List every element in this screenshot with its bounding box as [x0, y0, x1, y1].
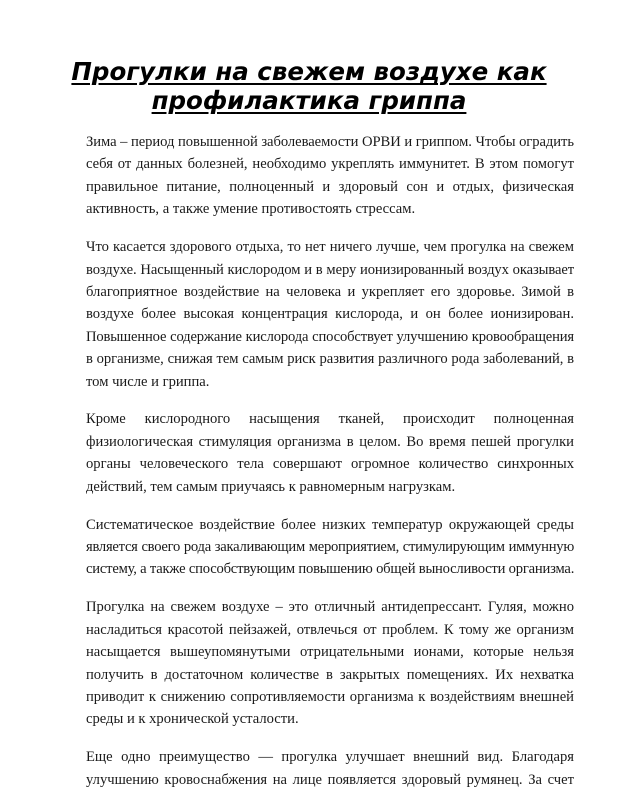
- paragraph-line: улучшению кровоснабжения на лице появляется здоровый румянец. За счет: [86, 771, 574, 788]
- paragraph-line: Повышенное содержание кислорода способствует улучшению кровообращения: [86, 328, 574, 345]
- paragraph-line: Систематическое воздействие более низких температур окружающей среды: [86, 516, 574, 533]
- paragraph-line: в организме, снижая тем самым риск развития различного рода заболеваний, в: [86, 351, 574, 368]
- paragraph-line: правильное питание, полноценный и здоровый сон и отдых, физическая: [86, 178, 574, 195]
- paragraph-line: благоприятное воздействие на человека и укрепляет его здоровье. Зимой в: [86, 283, 574, 300]
- paragraph-line: воздухе. Насыщенный кислородом и в меру ионизированный воздух оказывает: [86, 261, 574, 278]
- paragraph-line: воздухе более высокая концентрация кислорода, и он более ионизирован.: [86, 306, 574, 323]
- title-line: Прогулки на свежем воздухе как: [71, 57, 547, 86]
- paragraph-line: насладиться красотой пейзажей, отвлечься от проблем. К тому же организм: [86, 621, 574, 638]
- paragraph-line: физиологическая стимуляция организма в целом. Во время пешей прогулки: [86, 433, 574, 450]
- paragraph-line: активность, а также умение противостоять стрессам.: [86, 201, 416, 218]
- paragraph-line: систему, а также способствующим повышению общей выносливости организма.: [86, 561, 574, 578]
- paragraph-line: получить в достаточном количестве в закрытых помещениях. Их нехватка: [86, 666, 574, 683]
- paragraph-line: среды и к хронической усталости.: [86, 711, 299, 728]
- paragraph-line: себя от данных болезней, необходимо укреплять иммунитет. В этом помогут: [86, 156, 574, 173]
- title-line: профилактика гриппа: [151, 86, 467, 115]
- paragraph-line: Что касается здорового отдыха, то нет ничего лучше, чем прогулка на свежем: [86, 239, 574, 256]
- paragraph: [86, 236, 574, 393]
- paragraph: [86, 596, 574, 730]
- paragraph: [86, 131, 574, 221]
- paragraph-line: является своего рода закаливающим мероприятием, стимулирующим иммунную: [86, 539, 574, 556]
- document-body: [86, 131, 574, 807]
- paragraph-line: Кроме кислородного насыщения тканей, происходит полноценная: [86, 411, 574, 428]
- paragraph-line: органы человеческого тела совершают огромное количество синхронных: [86, 456, 574, 473]
- paragraph: [86, 746, 574, 791]
- paragraph-line: Прогулка на свежем воздухе – это отличный антидепрессант. Гуляя, можно: [86, 599, 574, 616]
- paragraph-line: насыщается вышеупомянутыми отрицательными ионами, которые нельзя: [86, 644, 574, 661]
- paragraph: [86, 514, 574, 581]
- paragraph: [86, 408, 574, 498]
- paragraph-line: Еще одно преимущество — прогулка улучшает внешний вид. Благодаря: [86, 749, 574, 766]
- paragraph-line: том числе и гриппа.: [86, 373, 210, 390]
- paragraph-line: приводит к снижению сопротивляемости организма к воздействиям внешней: [86, 688, 574, 705]
- paragraph-line: Зима – период повышенной заболеваемости ОРВИ и гриппом. Чтобы оградить: [86, 134, 574, 150]
- document-title: [60, 57, 558, 115]
- paragraph-line: действий, тем самым приучаясь к равномерным нагрузкам.: [86, 478, 456, 495]
